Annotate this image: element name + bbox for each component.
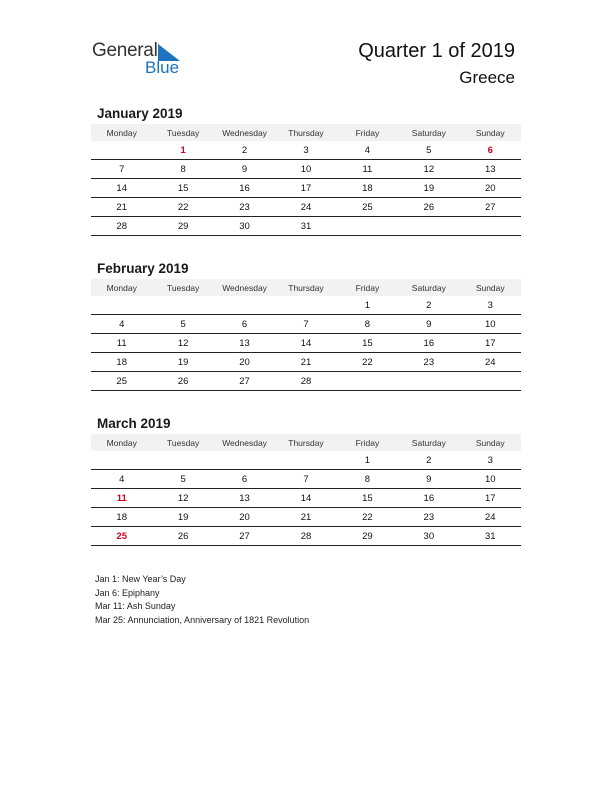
day-cell: 15 [362, 337, 373, 349]
day-cell: 27 [239, 530, 250, 542]
day-cell: 23 [423, 356, 435, 368]
day-cell: 5 [426, 144, 432, 156]
weekday-label: Saturday [411, 127, 446, 138]
day-cell: 13 [239, 492, 250, 504]
week-row [91, 451, 521, 470]
day-cell: 10 [300, 163, 312, 175]
day-cell: 29 [362, 530, 373, 542]
logo-blue-text: Blue [145, 58, 180, 77]
day-cell: 20 [239, 356, 250, 368]
week-row [91, 372, 521, 391]
day-cell: 15 [362, 492, 373, 504]
weekday-label: Tuesday [166, 127, 200, 138]
weekday-label: Wednesday [222, 282, 267, 293]
day-cell: 10 [484, 318, 496, 330]
day-cell: 24 [300, 201, 312, 213]
day-cell: 21 [116, 201, 127, 213]
day-cell: 14 [116, 182, 127, 194]
weekday-header-row [91, 279, 521, 296]
weekday-label: Saturday [411, 282, 446, 293]
weekday-label: Wednesday [222, 437, 267, 448]
day-cell: 7 [303, 473, 309, 485]
day-cell: 4 [364, 144, 371, 156]
country-name: Greece [459, 68, 515, 87]
day-cell: 2 [426, 299, 432, 311]
day-cell: 17 [484, 337, 496, 349]
page-title: Quarter 1 of 2019 [358, 40, 515, 62]
day-cell: 8 [180, 163, 186, 175]
day-cell: 4 [119, 473, 125, 485]
day-cell: 13 [484, 163, 496, 175]
weekday-label: Thursday [288, 437, 324, 448]
day-cell: 16 [423, 337, 435, 349]
week-row [91, 353, 521, 372]
day-cell: 1 [364, 299, 371, 311]
holiday-note: Mar 25: Annunciation, Anniversary of 1821 Revolution [95, 614, 310, 625]
day-cell: 20 [484, 182, 496, 194]
day-cell: 18 [116, 511, 127, 523]
day-cell: 22 [177, 201, 189, 213]
day-cell: 5 [180, 318, 186, 330]
weekday-label: Saturday [411, 437, 446, 448]
day-cell: 1 [180, 144, 186, 156]
day-cell: 27 [239, 375, 250, 387]
day-cell: 19 [177, 511, 189, 523]
week-row [91, 315, 521, 334]
day-cell: 26 [177, 530, 189, 542]
week-row [91, 508, 521, 527]
day-cell: 16 [423, 492, 435, 504]
day-cell: 8 [364, 318, 371, 330]
day-cell: 6 [241, 473, 248, 485]
weekday-label: Monday [106, 437, 137, 448]
holiday-notes [95, 573, 309, 627]
day-cell: 5 [180, 473, 186, 485]
generalblue-logo [92, 40, 192, 80]
day-cell: 29 [177, 220, 189, 232]
day-cell: 22 [362, 511, 373, 523]
week-row [91, 160, 521, 179]
day-cell: 2 [241, 144, 248, 156]
month-calendar [91, 104, 521, 236]
day-cell: 24 [484, 356, 496, 368]
day-cell: 28 [300, 530, 312, 542]
day-cell: 28 [116, 220, 127, 232]
day-cell: 8 [364, 473, 371, 485]
day-cell: 26 [177, 375, 189, 387]
day-cell: 26 [423, 201, 435, 213]
day-cell: 9 [426, 318, 432, 330]
weekday-label: Tuesday [166, 437, 200, 448]
day-cell: 3 [487, 454, 493, 466]
day-cell: 4 [119, 318, 125, 330]
week-row [91, 527, 521, 546]
month-calendar [91, 259, 521, 391]
weekday-label: Friday [355, 437, 380, 448]
day-cell: 12 [177, 492, 189, 504]
day-cell: 23 [239, 201, 250, 213]
day-cell: 28 [300, 375, 312, 387]
day-cell: 31 [300, 220, 312, 232]
day-cell: 9 [426, 473, 432, 485]
weekday-label: Friday [355, 282, 380, 293]
day-cell: 18 [116, 356, 127, 368]
holiday-note: Mar 11: Ash Sunday [95, 601, 176, 611]
weekday-label: Thursday [288, 282, 324, 293]
day-cell: 25 [116, 375, 127, 387]
weekday-label: Monday [106, 282, 137, 293]
week-row [91, 489, 521, 508]
month-title: March 2019 [97, 416, 171, 431]
week-row [91, 334, 521, 353]
day-cell: 25 [362, 201, 373, 213]
weekday-label: Friday [355, 127, 380, 138]
day-cell: 19 [423, 182, 435, 194]
weekday-header-row [91, 124, 521, 141]
week-row [91, 141, 521, 160]
month-title: February 2019 [97, 261, 189, 276]
day-cell: 14 [300, 492, 312, 504]
day-cell: 22 [362, 356, 373, 368]
day-cell: 1 [364, 454, 371, 466]
week-row [91, 296, 521, 315]
day-cell: 7 [119, 163, 125, 175]
day-cell: 16 [239, 182, 250, 194]
day-cell: 11 [362, 163, 373, 175]
weekday-header-row [91, 434, 521, 451]
day-cell: 17 [484, 492, 496, 504]
logo-general-text: General [92, 40, 158, 61]
day-cell: 6 [241, 318, 248, 330]
day-cell: 17 [300, 182, 312, 194]
weekday-label: Tuesday [166, 282, 200, 293]
holiday-note: Jan 1: New Year’s Day [95, 574, 186, 584]
holiday-note: Jan 6: Epiphany [95, 587, 160, 598]
day-cell: 3 [487, 299, 493, 311]
day-cell: 21 [300, 356, 312, 368]
weekday-label: Wednesday [222, 127, 267, 138]
day-cell: 25 [116, 530, 127, 542]
day-cell: 18 [362, 182, 373, 194]
week-row [91, 470, 521, 489]
month-calendar [91, 414, 521, 546]
week-row [91, 179, 521, 198]
week-row [91, 217, 521, 236]
weekday-label: Sunday [475, 437, 505, 448]
day-cell: 2 [426, 454, 432, 466]
weekday-label: Monday [106, 127, 137, 138]
day-cell: 12 [177, 337, 189, 349]
day-cell: 20 [239, 511, 250, 523]
day-cell: 7 [303, 318, 309, 330]
day-cell: 19 [177, 356, 189, 368]
day-cell: 30 [423, 530, 435, 542]
day-cell: 31 [484, 530, 496, 542]
day-cell: 11 [116, 492, 127, 504]
weekday-label: Thursday [288, 127, 324, 138]
day-cell: 11 [116, 337, 127, 349]
day-cell: 9 [241, 163, 248, 175]
week-row [91, 198, 521, 217]
day-cell: 23 [423, 511, 435, 523]
day-cell: 12 [423, 163, 435, 175]
month-title: January 2019 [97, 106, 183, 121]
day-cell: 30 [239, 220, 250, 232]
day-cell: 10 [484, 473, 496, 485]
day-cell: 15 [177, 182, 189, 194]
day-cell: 3 [303, 144, 309, 156]
day-cell: 21 [300, 511, 312, 523]
day-cell: 6 [487, 144, 493, 156]
day-cell: 13 [239, 337, 250, 349]
day-cell: 14 [300, 337, 312, 349]
weekday-label: Sunday [475, 127, 505, 138]
weekday-label: Sunday [475, 282, 505, 293]
day-cell: 27 [484, 201, 496, 213]
day-cell: 24 [484, 511, 496, 523]
